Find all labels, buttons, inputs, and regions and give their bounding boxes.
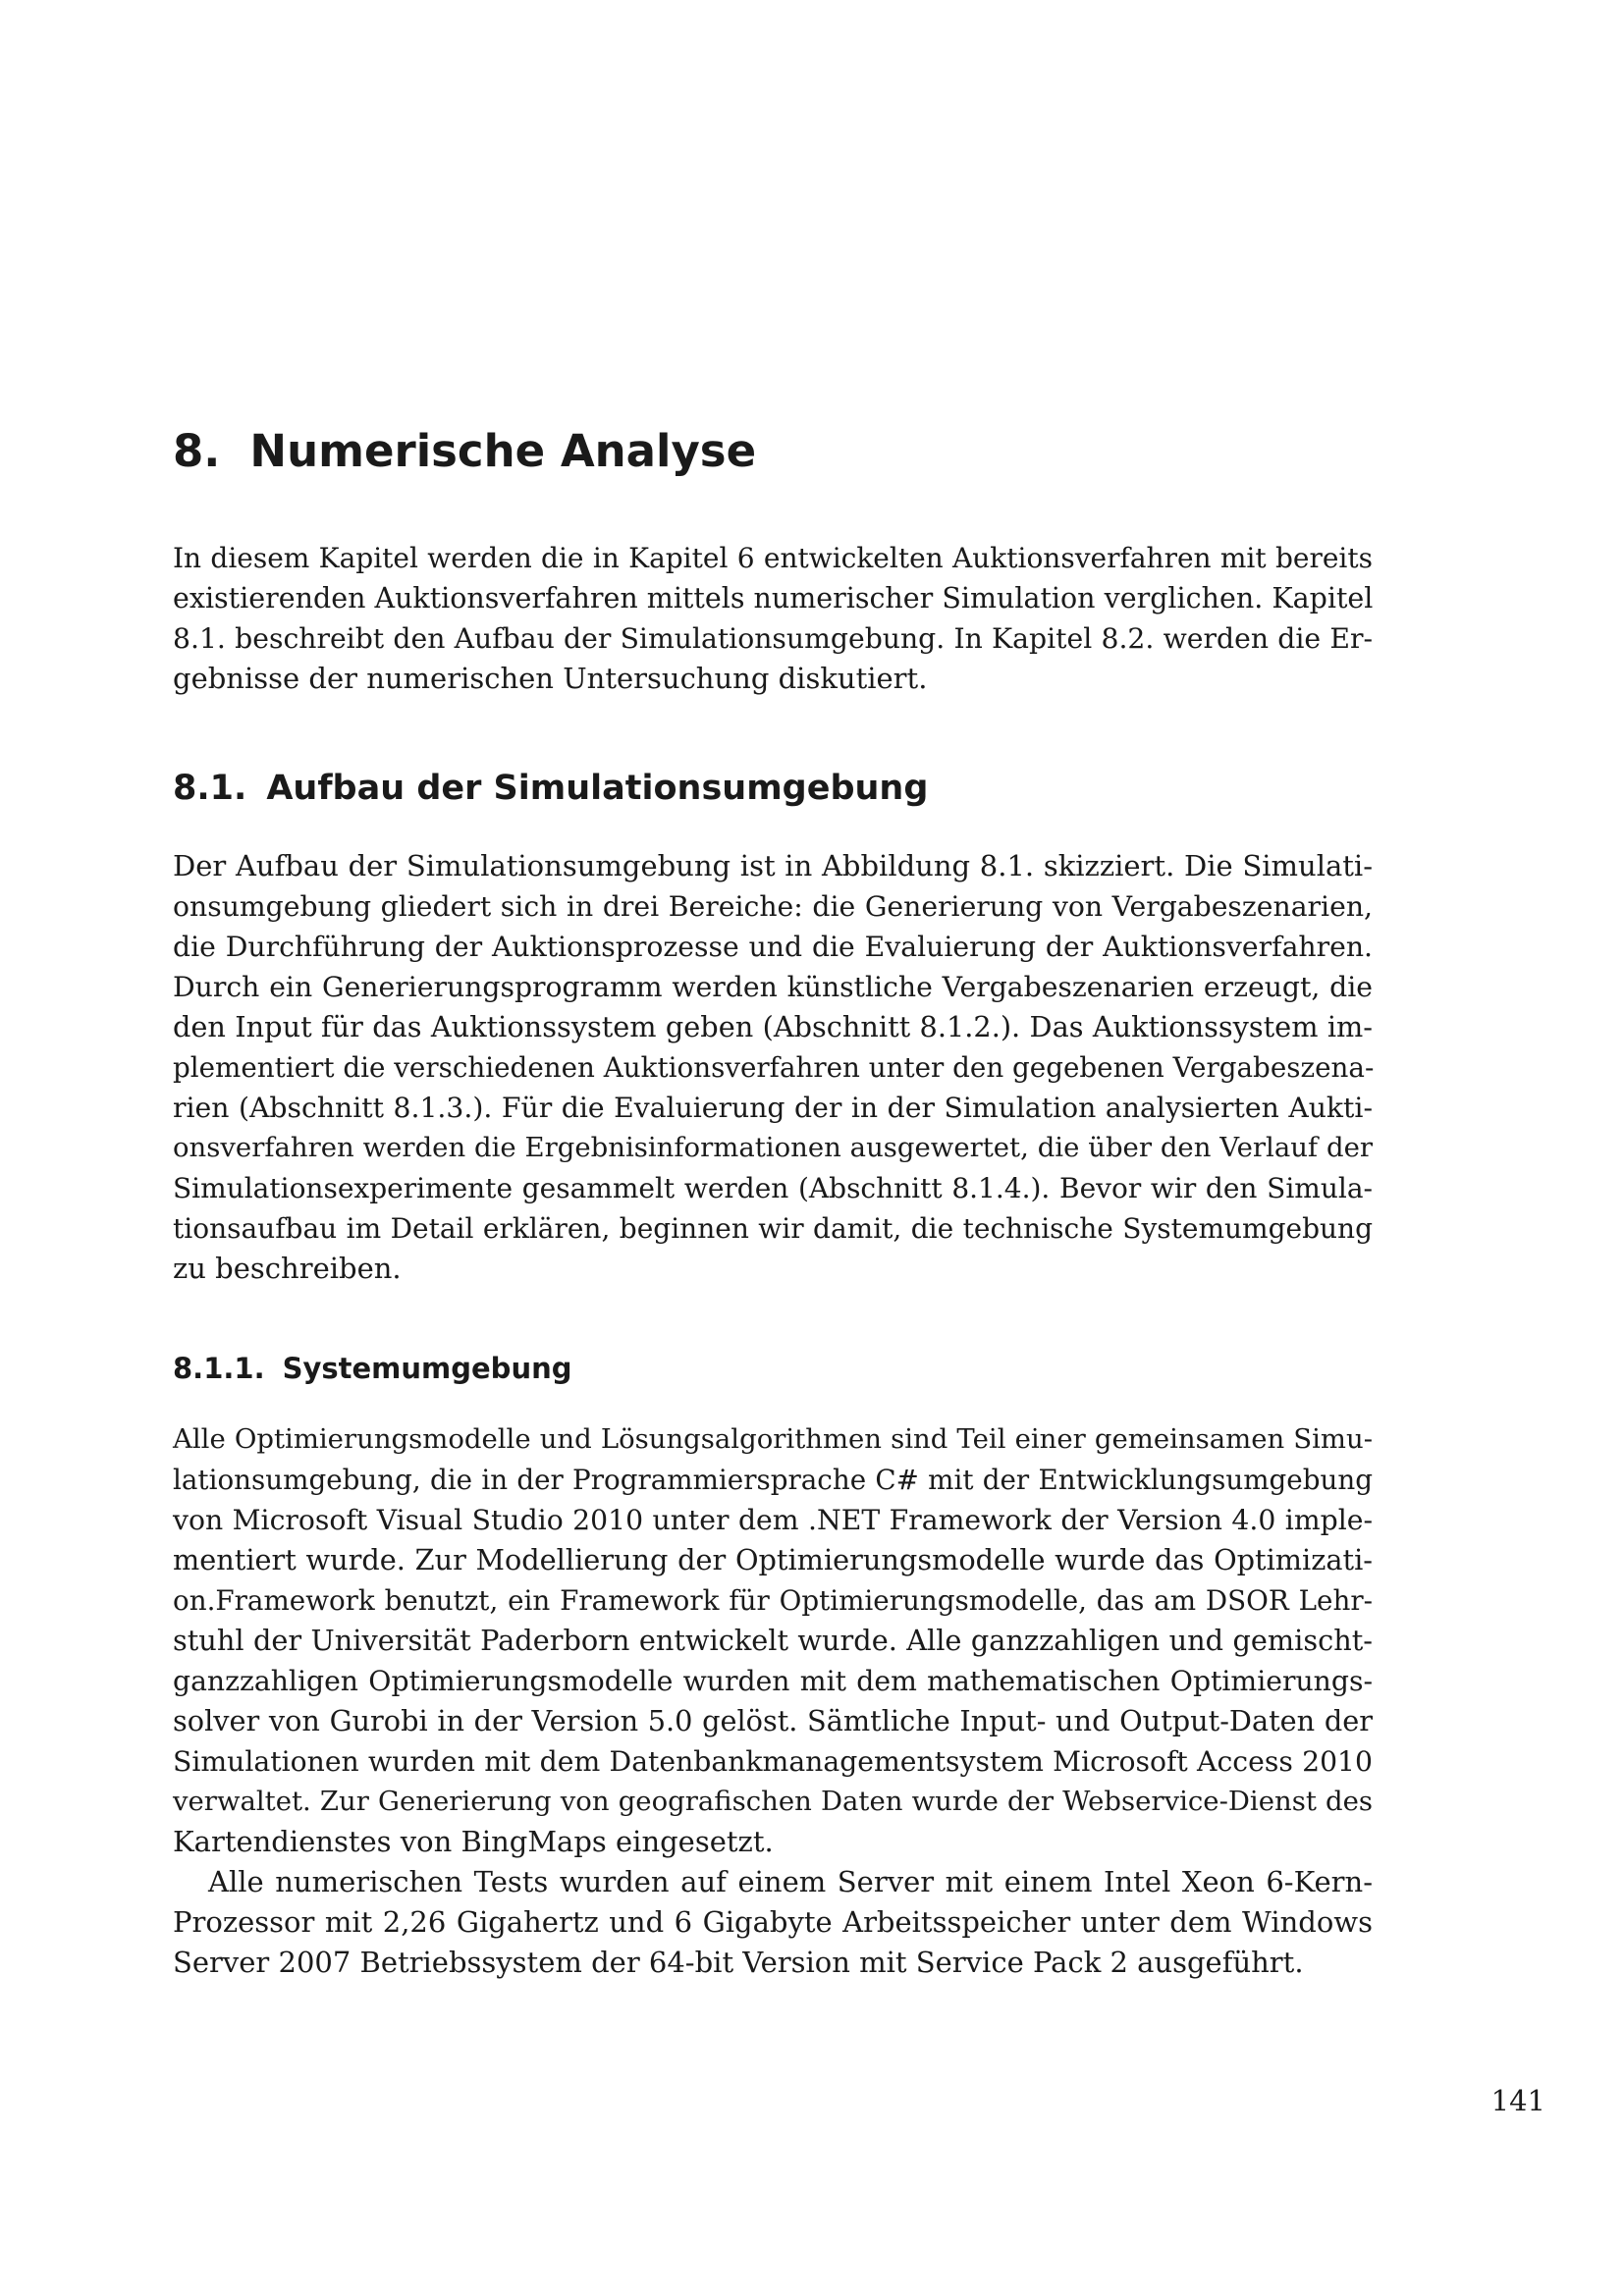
section-title-text: Aufbau der Simulationsumgebung: [266, 769, 929, 808]
text-line: Prozessor mit 2,26 Gigahertz und 6 Gigabyte Arbeitsspeicher unter dem Windows: [173, 1905, 1373, 1939]
text-line: von Microsoft Visual Studio 2010 unter dem .NET Framework der Version 4.0 imple-: [173, 1504, 1373, 1536]
text-line: on.Framework benutzt, ein Framework für Optimierungsmodelle, das am DSOR Lehr-: [173, 1584, 1373, 1617]
text-line: zu beschreiben.: [173, 1252, 402, 1285]
section-title: [173, 764, 1373, 813]
text-line: rien (Abschnitt 8.1.3.). Für die Evaluierung der in der Simulation analysierten Aukti-: [173, 1092, 1373, 1124]
text-line: Alle Optimierungsmodelle und Lösungsalgorithmen sind Teil einer gemeinsamen Simu-: [173, 1423, 1373, 1455]
chapter-title-text: Numerische Analyse: [249, 425, 757, 477]
text-line: gebnisse der numerischen Untersuchung diskutiert.: [173, 662, 928, 695]
subsection-paragraph-1: [173, 1419, 1373, 1862]
text-line: Server 2007 Betriebssystem der 64-bit Version mit Service Pack 2 ausgeführt.: [173, 1946, 1304, 1979]
section-number: 8.1.: [173, 769, 247, 808]
text-line: existierenden Auktionsverfahren mittels numerischer Simulation verglichen. Kapitel: [173, 582, 1374, 614]
chapter-title: [173, 422, 1373, 481]
text-line: tionsaufbau im Detail erklären, beginnen wir damit, die technische Systemumgebung: [173, 1212, 1373, 1245]
text-line: stuhl der Universität Paderborn entwickelt wurde. Alle ganzzahligen und gemischt-: [173, 1624, 1373, 1657]
text-line: plementiert die verschiedenen Auktionsverfahren unter den gegebenen Vergabeszena-: [173, 1051, 1375, 1084]
text-line: onsumgebung gliedert sich in drei Bereiche: die Generierung von Vergabeszenarien,: [173, 890, 1373, 923]
text-line: die Durchführung der Auktionsprozesse und die Evaluierung der Auktionsverfahren.: [173, 931, 1373, 963]
subsection-number: 8.1.1.: [173, 1352, 265, 1385]
text-line: Durch ein Generierungsprogramm werden künstliche Vergabeszenarien erzeugt, die: [173, 971, 1373, 1003]
section-paragraph: [173, 846, 1373, 1289]
text-line: solver von Gurobi in der Version 5.0 gelöst. Sämtliche Input- und Output-Daten der: [173, 1704, 1373, 1737]
text-line: 8.1. beschreibt den Aufbau der Simulationsumgebung. In Kapitel 8.2. werden die Er-: [173, 622, 1373, 655]
text-line: Kartendienstes von BingMaps eingesetzt.: [173, 1825, 774, 1858]
text-line: lationsumgebung, die in der Programmiersprache C# mit der Entwicklungsumgebung: [173, 1464, 1373, 1496]
subsection-title: [173, 1349, 1373, 1388]
text-line: Der Aufbau der Simulationsumgebung ist in Abbildung 8.1. skizziert. Die Simulati-: [173, 849, 1373, 882]
chapter-intro-paragraph: [173, 538, 1373, 699]
text-line: ganzzahligen Optimierungsmodelle wurden mit dem mathematischen Optimierungs-: [173, 1665, 1373, 1697]
text-line: onsverfahren werden die Ergebnisinformationen ausgewertet, die über den Verlauf der: [173, 1132, 1373, 1163]
subsection-paragraph-2: [173, 1862, 1373, 1983]
text-line: verwaltet. Zur Generierung von geografischen Daten wurde der Webservice-Dienst des: [173, 1786, 1373, 1817]
chapter-number: 8.: [173, 425, 221, 477]
text-line: Simulationsexperimente gesammelt werden (Abschnitt 8.1.4.). Bevor wir den Simula-: [173, 1172, 1373, 1204]
text-line: In diesem Kapitel werden die in Kapitel 6 entwickelten Auktionsverfahren mit bereits: [173, 542, 1373, 574]
subsection-title-text: Systemumgebung: [282, 1352, 572, 1385]
text-line: den Input für das Auktionssystem geben (Abschnitt 8.1.2.). Das Auktionssystem im-: [173, 1010, 1373, 1043]
text-line: Alle numerischen Tests wurden auf einem Server mit einem Intel Xeon 6-Kern-: [208, 1865, 1373, 1898]
text-line: Simulationen wurden mit dem Datenbankmanagementsystem Microsoft Access 2010: [173, 1745, 1373, 1778]
text-line: mentiert wurde. Zur Modellierung der Optimierungsmodelle wurde das Optimizati-: [173, 1543, 1373, 1576]
page-number: 141: [1490, 2084, 1545, 2117]
